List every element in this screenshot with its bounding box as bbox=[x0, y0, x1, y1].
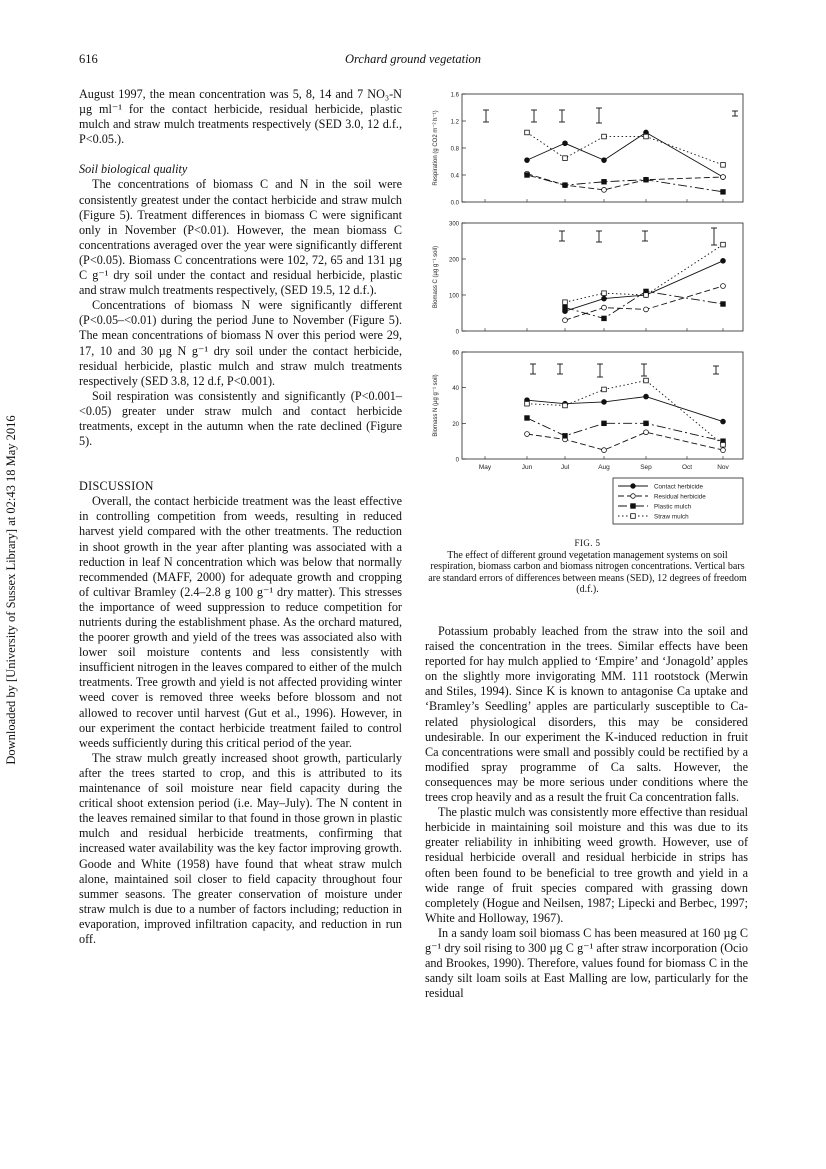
data-point bbox=[563, 141, 568, 146]
y-tick-label: 200 bbox=[448, 257, 459, 264]
data-point bbox=[602, 296, 607, 301]
figure-5-charts bbox=[425, 88, 750, 533]
legend-marker bbox=[631, 514, 636, 519]
data-point bbox=[563, 300, 568, 305]
page-number: 616 bbox=[79, 52, 98, 66]
data-point bbox=[563, 434, 568, 439]
x-tick-label: May bbox=[478, 464, 492, 471]
x-tick-label: Oct bbox=[681, 464, 693, 471]
legend-marker bbox=[631, 504, 636, 509]
data-point bbox=[644, 177, 649, 182]
paragraph: Potassium probably leached from the straw into the soil and raised the concentration in the trees. Similar effects have been reported for hay mulch applied to ‘Empire’ and ‘Jonagold’ apples on the slightly more invigorating MM. 111 rootstock (Merwin and Stiles, 1994). Since K is known to antagonise Ca uptake and ‘Bramley’s Seedling’ apples are particularly susceptible to Ca-related physiological disorders, this may be considered undesirable. In our experiment the K-induced reduction in fruit Ca concentrations were small and possibly could be rectified by a modified spray programme of Ca salts. However, the consequences may be more serious under conditions where the trees crop heavily and as a result the fruit Ca concentration falls. bbox=[425, 624, 748, 805]
data-point bbox=[721, 419, 726, 424]
data-point bbox=[602, 158, 607, 163]
legend-label: Contact herbicide bbox=[654, 483, 704, 491]
series-line bbox=[527, 175, 723, 192]
data-point bbox=[644, 421, 649, 426]
y-tick-label: 300 bbox=[448, 221, 459, 228]
series-line bbox=[527, 418, 723, 441]
data-point bbox=[721, 258, 726, 263]
data-point bbox=[602, 179, 607, 184]
y-tick-label: 1.6 bbox=[450, 92, 459, 99]
data-point bbox=[644, 134, 649, 139]
y-tick-label: 20 bbox=[452, 421, 459, 428]
series-line bbox=[527, 381, 723, 445]
data-point bbox=[563, 156, 568, 161]
data-point bbox=[525, 173, 530, 178]
figure-label: FIG. 5 bbox=[574, 538, 601, 548]
series-line bbox=[527, 397, 723, 422]
legend-marker bbox=[631, 494, 636, 499]
data-point bbox=[721, 190, 726, 195]
y-tick-label: 0.8 bbox=[450, 146, 459, 153]
data-point bbox=[721, 448, 726, 453]
series-line bbox=[527, 174, 723, 190]
x-tick-label: Aug bbox=[598, 464, 610, 471]
data-point bbox=[721, 175, 726, 180]
paragraph: In a sandy loam soil biomass C has been measured at 160 µg C g⁻¹ dry soil rising to 300 µg C g⁻¹ after straw incorporation (Ocio and Brookes, 1990). Therefore, values found for biomass C in the sandy silt loam soils at East Malling are low, particularly for the residual bbox=[425, 925, 748, 1001]
data-point bbox=[602, 134, 607, 139]
data-point bbox=[644, 394, 649, 399]
data-point bbox=[721, 163, 726, 168]
data-point bbox=[563, 305, 568, 310]
data-point bbox=[602, 448, 607, 453]
paragraph: The straw mulch greatly increased shoot growth, particularly after the trees started to crop, and this is attributed to its maintenance of soil moisture near field capacity during the critical shoot extension period (i.e. May–July). The N content in the leaves remained similar to that found in those grown in plastic mulch and residual herbicide treatments, confirming that increased water availability was the key factor improving growth. Goode and White (1958) have found that wheat straw mulch alone, maintained soil closer to field capacity throughout four summer seasons. The greater conservation of moisture under straw mulch is due to a number of factors including; reduction in evaporation, improved infiltration capacity, and reduction in run off. bbox=[79, 750, 402, 946]
data-point bbox=[644, 378, 649, 383]
y-axis-label: Biomass C (µg g⁻¹ soil) bbox=[433, 245, 439, 309]
left-column bbox=[79, 87, 402, 947]
data-point bbox=[525, 401, 530, 406]
y-tick-label: 0.0 bbox=[450, 200, 459, 207]
legend-label: Plastic mulch bbox=[654, 503, 692, 511]
data-point bbox=[644, 430, 649, 435]
figure-caption bbox=[425, 538, 750, 596]
legend-marker bbox=[631, 484, 636, 489]
x-tick-label: Sep bbox=[640, 464, 652, 471]
data-point bbox=[721, 284, 726, 289]
plot-frame bbox=[462, 223, 743, 331]
x-tick-label: Jun bbox=[521, 464, 533, 471]
series-line bbox=[527, 432, 723, 450]
section-heading-soil-quality: Soil biological quality bbox=[79, 162, 188, 177]
x-tick-label: Nov bbox=[717, 464, 729, 471]
data-point bbox=[563, 403, 568, 408]
paragraph: Concentrations of biomass N were significantly different (P<0.05–<0.01) during the period June to November (Figure 5). The mean concentrations of biomass N over this period were 29, 17, 10 and 30 µg N g⁻¹ dry soil under the contact herbicide, residual herbicide, plastic mulch and straw mulch treatments respectively (SED 3.8, 12 d.f, P<0.001). bbox=[79, 298, 402, 388]
data-point bbox=[644, 307, 649, 312]
data-point bbox=[602, 305, 607, 310]
paragraph: The plastic mulch was consistently more effective than residual herbicide in maintaining soil moisture and this was due to its greater reliability in inhibiting weed growth. However, use of residual herbicide overall and residual herbicide in strips has often been found to be beneficial to tree growth and yield in a wide range of fruit species compared with grassing down completely (Hogue and Neilsen, 1987; Lipecki and Berbec, 1997; White and Holloway, 1967). bbox=[425, 805, 748, 925]
data-point bbox=[602, 187, 607, 192]
running-title: Orchard ground vegetation bbox=[344, 52, 482, 66]
x-tick-label: Jul bbox=[560, 464, 570, 471]
legend-label: Residual herbicide bbox=[654, 493, 706, 501]
data-point bbox=[602, 291, 607, 296]
y-axis-label: Respiration (g CO2 m⁻² h⁻¹) bbox=[433, 110, 439, 186]
y-tick-label: 60 bbox=[452, 350, 459, 357]
series-line bbox=[527, 132, 723, 177]
right-column bbox=[425, 624, 748, 1001]
caption-text: The effect of different ground vegetation management systems on soil respiration, biomass carbon and biomass nitrogen concentrations. Vertical bars are standard errors of differences between means (SED), 12 degrees of freedom (d.f.). bbox=[428, 549, 747, 595]
data-point bbox=[602, 316, 607, 321]
data-point bbox=[644, 293, 649, 298]
plot-frame bbox=[462, 94, 743, 202]
y-tick-label: 0 bbox=[455, 329, 459, 336]
data-point bbox=[525, 158, 530, 163]
y-tick-label: 100 bbox=[448, 293, 459, 300]
paragraph: August 1997, the mean concentration was 5, 8, 14 and 7 NO₃-N µg ml⁻¹ for the contact herbicide, residual herbicide, plastic mulch and straw mulch treatments respectively (SED 3.0, 12 d.f., P<0.05.). bbox=[79, 87, 402, 147]
data-point bbox=[602, 400, 607, 405]
paragraph: Overall, the contact herbicide treatment was the least effective in controlling competition from weeds, resulting in reduced harvest yield compared with the other treatments. The reduction in shoot growth in the year after planting was associated with a reduction in leaf N concentration which was below that normally recommended (MAFF, 2000) for adequate growth and cropping of cultivar Bramley (2.4–2.8 g 100 g⁻¹ dry matter). This stresses the importance of weed suppression to reduce competition for nutrients during the establishment phase. As the orchard matured, the poorer growth and yield of the trees was associated also with lower soil moisture contents and less consistently with insufficient nitrogen in the leaves compared to either of the mulch treatments. Tree growth and yield is not affected providing winter weed cover is removed three weeks before blossom and not allowed to recover until harvest (Gut et al., 1996). However, in our experiment the contact herbicide treatment failed to control weeds sufficiently during this critical period of the year. bbox=[79, 494, 402, 750]
data-point bbox=[563, 183, 568, 188]
data-point bbox=[721, 302, 726, 307]
y-tick-label: 0 bbox=[455, 457, 459, 464]
data-point bbox=[602, 387, 607, 392]
y-tick-label: 1.2 bbox=[450, 119, 459, 126]
data-point bbox=[602, 421, 607, 426]
data-point bbox=[563, 318, 568, 323]
download-notice: Downloaded by [University of Sussex Library] at 02:43 18 May 2016 bbox=[4, 415, 18, 765]
data-point bbox=[525, 130, 530, 135]
paragraph: The concentrations of biomass C and N in the soil were consistently greatest under the contact herbicide and straw mulch (Figure 5). Treatment differences in biomass C were significant only in November (P<0.01). However, the mean biomass C concentrations averaged over the year were significantly different (P<0.05). Biomass C concentrations were 102, 72, 65 and 131 µg C g⁻¹ dry soil under the contact and residual herbicide, plastic and straw mulch treatments respectively, (SED 19.5, 12 d.f.). bbox=[79, 177, 402, 298]
legend-label: Straw mulch bbox=[654, 513, 689, 521]
paragraph: Soil respiration was consistently and significantly (P<0.001–<0.05) greater under straw mulch and contact herbicide treatments, except in the autumn when the rate declined (Figure 5). bbox=[79, 388, 402, 449]
section-heading-discussion: DISCUSSION bbox=[79, 479, 154, 494]
data-point bbox=[721, 442, 726, 447]
data-point bbox=[525, 432, 530, 437]
figure-5 bbox=[425, 88, 750, 533]
plot-frame bbox=[462, 352, 743, 459]
data-point bbox=[721, 242, 726, 247]
data-point bbox=[525, 416, 530, 421]
y-tick-label: 0.4 bbox=[450, 173, 459, 180]
series-line bbox=[565, 261, 723, 311]
y-axis-label: Biomass N (µg g⁻¹ soil) bbox=[433, 374, 439, 437]
y-tick-label: 40 bbox=[452, 386, 459, 393]
